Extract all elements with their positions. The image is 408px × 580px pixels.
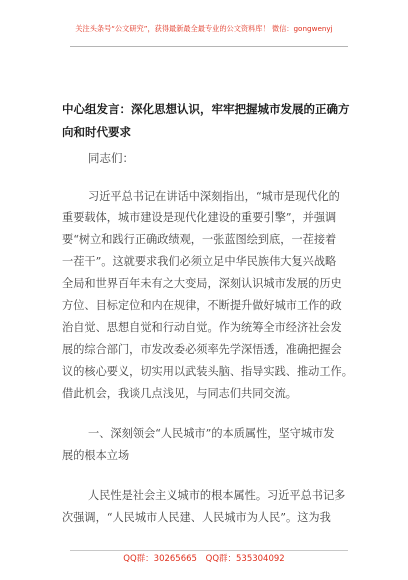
paragraph-line: 重要载体，城市建设是现代化建设的重要引擎”，并强调 (62, 211, 337, 224)
paragraph-line: 治自觉、思想自觉和行动自觉。作为统筹全市经济社会发 (62, 321, 342, 334)
footer-qq-group-2: QQ群：535304092 (205, 554, 285, 564)
section-heading-line: 展的根本立场 (62, 449, 130, 462)
paragraph-line: 展的综合部门，市发改委必须率先学深悟透，准确把握会 (62, 343, 342, 356)
title-line-1: 中心组发言：深化思想认识，牢牢把握城市发展的正确方 (62, 102, 350, 116)
paragraph-line: 方位、目标定位和内在规律，不断提升做好城市工作的政 (62, 299, 342, 312)
paragraph-line: 借此机会，我谈几点浅见，与同志们共同交流。 (62, 387, 297, 400)
header-banner: 关注头条号“公文研究”，获得最新最全最专业的公文资料库！ 微信：gongwenyj (75, 24, 333, 33)
footer-divider (70, 550, 348, 551)
section-heading-line: 一、深刻领会“人民城市”的本质属性，坚守城市发 (88, 427, 335, 440)
paragraph-line: 次强调，“人民城市人民建、人民城市为人民”。这为我 (62, 511, 331, 524)
paragraph-line: 一茬干”。这就要求我们必须立足中华民族伟大复兴战略 (62, 255, 337, 268)
header-divider (70, 46, 348, 47)
paragraph-line: 习近平总书记在讲话中深刻指出，“城市是现代化的 (88, 190, 340, 203)
paragraph-line: 人民性是社会主义城市的根本属性。习近平总书记多 (88, 489, 346, 502)
paragraph-line: 议的核心要义，切实用以武装头脑、指导实践、推动工作。 (62, 365, 353, 378)
footer-qq-group-1: QQ群：30265665 (123, 554, 197, 564)
salutation: 同志们： (88, 151, 134, 165)
paragraph-line: 全局和世界百年未有之大变局，深刻认识城市发展的历史 (62, 277, 342, 290)
paragraph-line: 要“树立和践行正确政绩观，一张蓝图绘到底，一茬接着 (62, 233, 337, 246)
document-title (62, 98, 358, 144)
footer-contact (0, 553, 408, 565)
title-line-2: 向和时代要求 (62, 125, 131, 139)
